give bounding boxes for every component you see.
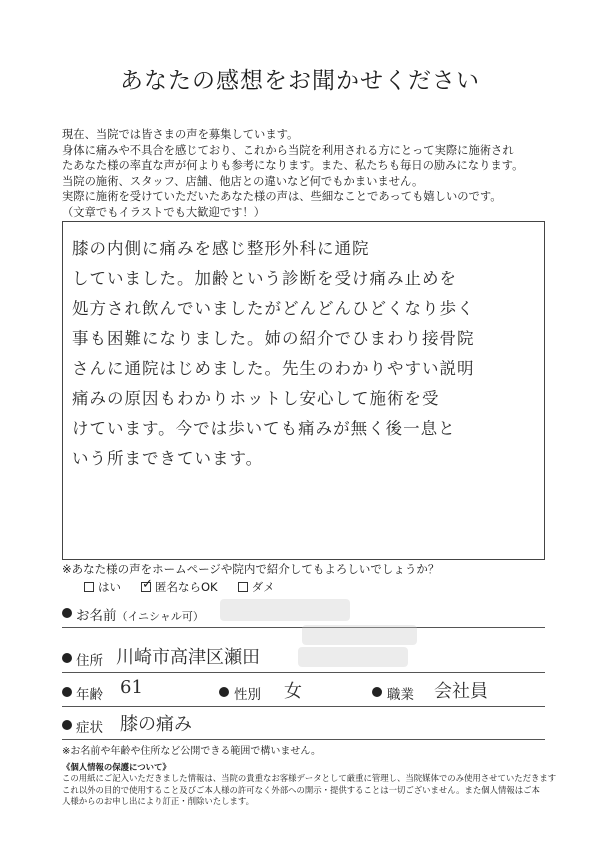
bullet-icon xyxy=(62,653,72,663)
age-label: 年齢 xyxy=(76,687,103,703)
privacy-line: これ以外の目的で使用すること及びご本人様の許可なく外部への開示・提供することは一切ございません。また個人情報はご本 xyxy=(62,784,540,795)
checkbox-checked-icon[interactable] xyxy=(141,582,151,592)
privacy-line: この用紙にご記入いただきました情報は、当院の貴重なお客様データとして厳重に管理し、当院媒体でのみ使用させていただきます xyxy=(62,773,557,784)
gender-value: 女 xyxy=(284,681,302,702)
symptom-row[interactable] xyxy=(62,715,545,740)
consent-option-anonymous[interactable] xyxy=(141,579,218,595)
age-value: 61 xyxy=(120,677,143,698)
option-label: 匿名ならOK xyxy=(155,580,218,594)
comment-line: いう所まできています。 xyxy=(72,449,264,468)
intro-line: 当院の施術、スタッフ、店舗、他店との違いなど何でもかまいません。 xyxy=(62,174,424,188)
comment-line: 処方され飲んでいましたがどんどんひどくなり歩く xyxy=(72,299,475,318)
occupation-value: 会社員 xyxy=(434,681,488,702)
address-label: 住所 xyxy=(76,653,103,669)
comment-line: 事も困難になりました。姉の紹介でひまわり接骨院 xyxy=(72,329,475,348)
bullet-icon xyxy=(62,720,72,730)
name-label: お名前（イニシャル可） xyxy=(76,608,204,624)
handwritten-comment xyxy=(72,234,542,474)
consent-option-no[interactable] xyxy=(238,579,275,595)
consent-question: ※あなた様の声をホームページや院内で紹介してもよろしいでしょうか？ xyxy=(62,562,440,576)
intro-line: たあなた様の率直な声が何よりも参考になります。また、私たちも毎日の励みになります。 xyxy=(62,159,524,173)
option-label: はい xyxy=(98,580,121,594)
privacy-notice xyxy=(62,762,556,808)
intro-text xyxy=(62,127,562,221)
comment-line: さんに通院はじめました。先生のわかりやすい説明 xyxy=(72,359,475,378)
address-value: 川崎市高津区瀬田 xyxy=(116,647,260,668)
comment-line: していました。加齢という診断を受け痛み止めを xyxy=(72,269,457,288)
comment-line: 痛みの原因もわかりホットし安心して施術を受 xyxy=(72,389,440,408)
name-row[interactable] xyxy=(62,603,545,628)
address-row[interactable] xyxy=(62,648,545,673)
intro-line: 実際に施術を受けていただいたあなた様の声は、些細なことであっても嬉しいのです。 xyxy=(62,190,502,204)
profile-row[interactable] xyxy=(62,677,545,707)
intro-line: （文章でもイラストでも大歓迎です！） xyxy=(62,205,266,219)
occupation-label: 職業 xyxy=(387,687,414,703)
page-title: あなたの感想をお聞かせください xyxy=(120,68,480,94)
bullet-icon xyxy=(62,608,72,618)
consent-option-yes[interactable] xyxy=(84,579,121,595)
redaction-smudge xyxy=(302,625,417,645)
intro-line: 現在、当院では皆さまの声を募集しています。 xyxy=(62,128,299,141)
checkbox-icon[interactable] xyxy=(238,582,248,592)
consent-options xyxy=(84,579,275,595)
symptom-label: 症状 xyxy=(76,720,103,736)
redaction-smudge xyxy=(298,647,408,667)
bullet-icon xyxy=(372,687,382,697)
intro-line: 身体に痛みや不具合を感じており、これから当院を利用される方にとって実際に施術され xyxy=(62,143,514,157)
redaction-smudge xyxy=(220,599,350,621)
footnote: ※お名前や年齢や住所など公開できる範囲で構いません。 xyxy=(62,746,321,757)
option-label: ダメ xyxy=(251,580,275,594)
checkbox-icon[interactable] xyxy=(84,582,94,592)
comment-line: けています。今では歩いても痛みが無く後一息と xyxy=(72,419,456,438)
bullet-icon xyxy=(219,687,229,697)
symptom-value: 膝の痛み xyxy=(120,714,192,735)
privacy-line: 人様からのお申し出により訂正・削除いたします。 xyxy=(62,796,254,807)
privacy-heading: 《個人情報の保護について》 xyxy=(62,762,171,772)
gender-label: 性別 xyxy=(234,687,261,703)
bullet-icon xyxy=(62,687,72,697)
comment-line: 膝の内側に痛みを感じ整形外科に通院 xyxy=(72,239,370,258)
